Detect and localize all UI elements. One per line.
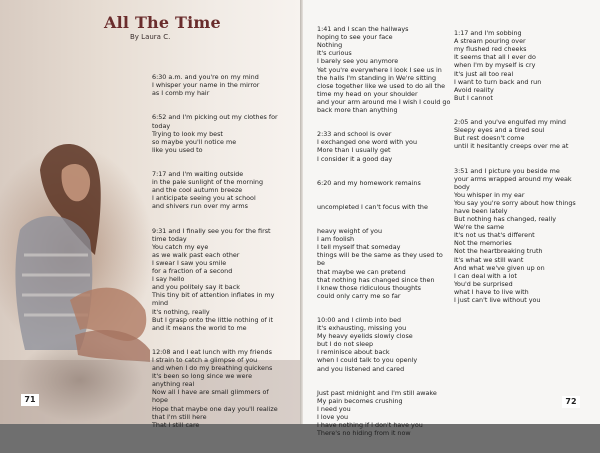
stanza: uncompleted I can't focus with the	[317, 202, 428, 211]
poem-column-right-1	[317, 17, 452, 453]
page-number-right: 72	[562, 396, 580, 408]
stanza: 6:52 and I'm picking out my clothes for today Trying to look my best so maybe you'll notice me like you used to	[152, 113, 278, 154]
page-number-left: 71	[21, 394, 39, 406]
stanza: 9:31 and I finally see you for the first time today You catch my eye as we walk past each other I swear I saw you smile for a fraction of a second I say hello and you politely say it back This tiny bit of attention inflates in my mind It's nothing, really But I grasp onto the little nothing of it and it means the world to me	[152, 226, 275, 332]
poem-column-left	[152, 65, 282, 445]
stanza: Just past midnight and I'm still awake My pain becomes crushing I need you I love you I have nothing if I don't have you There's no hiding from it now	[317, 388, 437, 438]
stanza: heavy weight of you I am foolish I tell myself that someday things will be the same as they used to be that maybe we can pretend that nothing has changed since then I knew those ridiculous thoughts could only carry me so far	[317, 227, 443, 300]
poem-author: By Laura C.	[130, 33, 171, 41]
stanza: 3:51 and I picture you beside me your arms wrapped around my weak body You whisper in my ear You say you're sorry about how things have been lately But nothing has changed, really We're the same It's not us that's different Not the memories Not the heartbreaking truth It's what we still want And what we've given up on I can deal with a lot You'd be surprised what I have to live with I just can't live without you	[454, 166, 576, 304]
left-page	[0, 0, 300, 429]
stanza: 6:20 and my homework remains	[317, 178, 421, 187]
stanza: 10:00 and I climb into bed It's exhausting, missing you My heavy eyelids slowly close but I do not sleep I reminisce about back when I could talk to you openly and you listened and cared	[317, 316, 418, 373]
stanza: 1:41 and I scan the hallways hoping to see your face Nothing It's curious I barely see you anymore Yet you're everywhere I look I see us in the halls I'm standing in We're sitting close together like we used to do all the time my head on your shoulder and your arm around me I wish I could go back more than anything	[317, 25, 451, 115]
stanza: 12:08 and I eat lunch with my friends I strain to catch a glimpse of you and when I do my breathing quickens It's been so long since we were anything real Now all I have are small glimmers of hope Hope that maybe one day you'll realize that I'm still here That I still care	[152, 347, 278, 429]
poem-column-right-2	[454, 21, 589, 320]
stanza: 7:17 and I'm waiting outside in the pale sunlight of the morning and the cool autumn breeze I anticipate seeing you at school and shivers run over my arms	[152, 170, 264, 211]
stanza: 2:05 and you've engulfed my mind Sleepy eyes and a tired soul But rest doesn't come until it hesitantly creeps over me at	[454, 118, 569, 151]
stanza: 6:30 a.m. and you're on my mind I whisper your name in the mirror as I comb my hair	[152, 73, 260, 98]
stanza: 1:17 and I'm sobbing A stream pouring over my flushed red cheeks It seems that all I ever do when I'm by myself is cry It's just all too real I want to turn back and run Avoid reality But I cannot	[454, 29, 542, 102]
stanza: 2:33 and school is over I exchanged one word with you More than I usually get I consider it a good day	[317, 130, 418, 163]
poem-title: All The Time	[104, 13, 221, 32]
